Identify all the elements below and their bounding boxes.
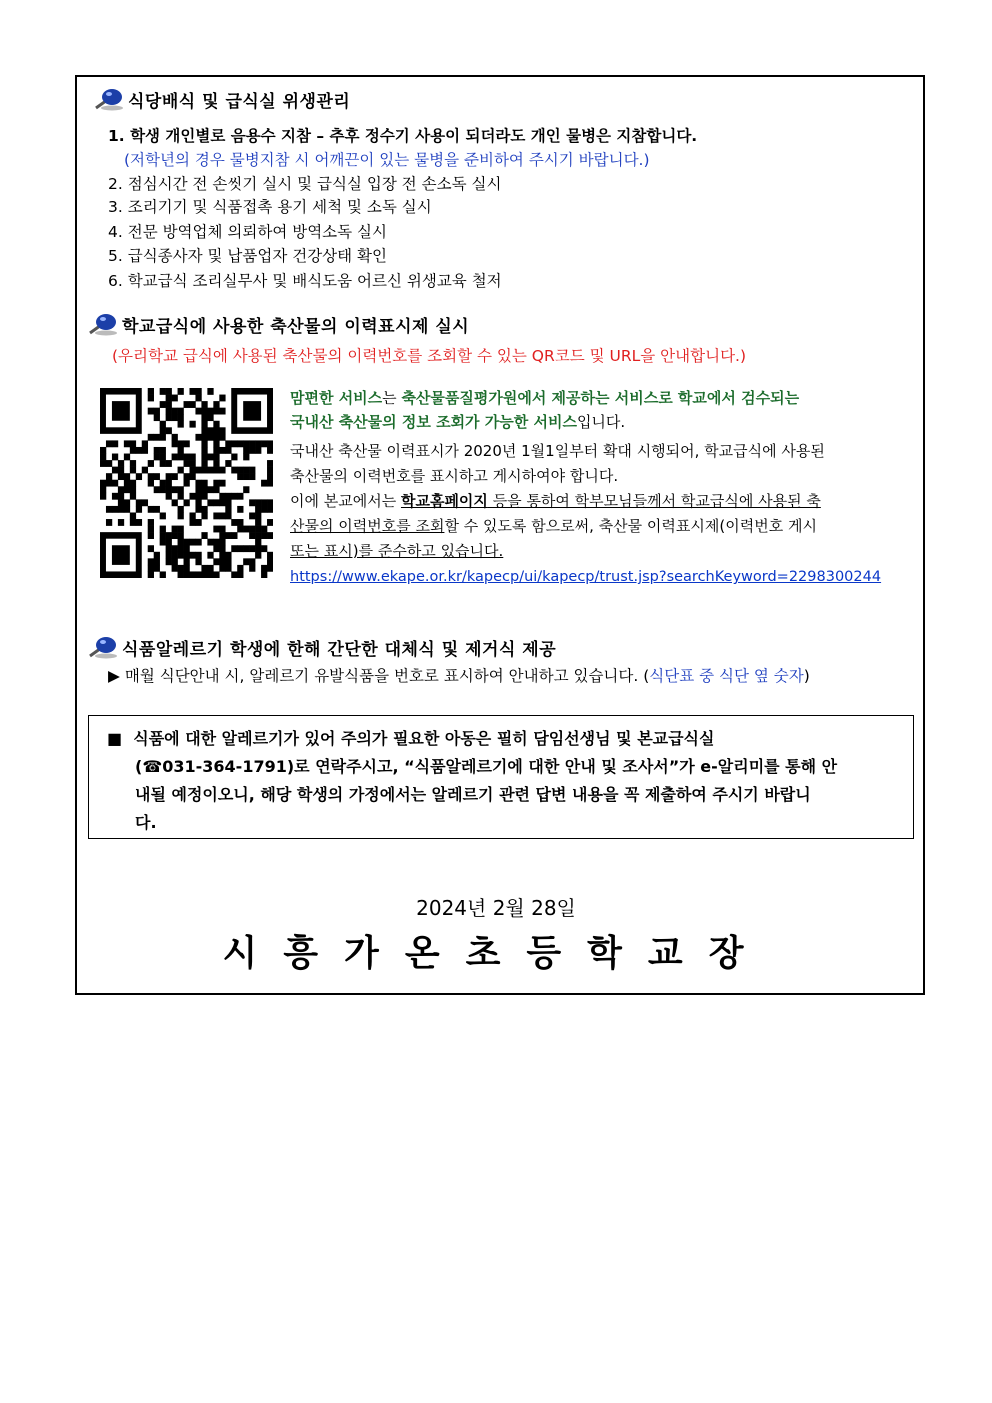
qr-code-icon[interactable] — [100, 388, 273, 578]
item-3: 3. 조리기기 및 식품접촉 용기 세척 및 소독 실시 — [108, 198, 432, 216]
trace-url-link[interactable]: https://www.ekape.or.kr/kapecp/ui/kapecp/trust.jsp?searchKeyword=2298300244 — [290, 569, 882, 585]
notice-box — [88, 715, 914, 839]
section-title-text: 식품알레르기 학생에 한해 간단한 대체식 및 제거식 제공 — [122, 639, 557, 660]
section-title-hygiene — [92, 86, 350, 112]
desc-p1-line1: 맘편한 서비스는 축산물품질평가원에서 제공하는 서비스로 학교에서 검수되는 — [290, 389, 800, 407]
item-1-note: (저학년의 경우 물병지참 시 어깨끈이 있는 물병을 준비하여 주시기 바랍니다.) — [124, 151, 650, 169]
item-1: 1. 학생 개인별로 음용수 지참 – 추후 정수기 사용이 되더라도 개인 물병은 지참합니다. — [108, 127, 698, 145]
notice-line-2: (☎031-364-1791)로 연락주시고, “식품알레르기에 대한 안내 및 조사서”가 e-알리미를 통해 안 — [135, 757, 838, 776]
section-title-text: 식당배식 및 급식실 위생관리 — [128, 91, 351, 112]
pin-icon — [86, 311, 120, 337]
notice-line-4: 다. — [135, 813, 157, 832]
desc-p1-line2: 국내산 축산물의 정보 조회가 가능한 서비스입니다. — [290, 413, 626, 431]
item-2: 2. 점심시간 전 손씻기 실시 및 급식실 입장 전 손소독 실시 — [108, 175, 502, 193]
section-title-traceability — [86, 311, 469, 337]
principal-signature: 시흥가온초등학교장 — [222, 933, 770, 974]
desc-p3-line2: 산물의 이력번호를 조회할 수 있도록 함으로써, 축산물 이력표시제(이력번호 게시 — [290, 517, 817, 535]
section2-subtitle: (우리학교 급식에 사용된 축산물의 이력번호를 조회할 수 있는 QR코드 및 URL을 안내합니다.) — [112, 347, 747, 365]
desc-p2-line1: 국내산 축산물 이력표시가 2020년 1월1일부터 확대 시행되어, 학교급식에 사용된 — [290, 442, 825, 460]
allergy-line: ▶ 매월 식단안내 시, 알레르기 유발식품을 번호로 표시하여 안내하고 있습니다. (식단표 중 식단 옆 숫자) — [108, 667, 810, 685]
section-title-allergy — [86, 634, 556, 660]
notice-line-1: ■ 식품에 대한 알레르기가 있어 주의가 필요한 아동은 필히 담임선생님 및 본교급식실 — [107, 729, 715, 748]
desc-p3-line3: 또는 표시)를 준수하고 있습니다. — [290, 542, 504, 560]
section-title-text: 학교급식에 사용한 축산물의 이력표시제 실시 — [122, 316, 470, 337]
bullet-arrow-icon: ▶ — [108, 667, 120, 685]
pin-icon — [86, 634, 120, 660]
pin-icon — [92, 86, 126, 112]
item-5: 5. 급식종사자 및 납품업자 건강상태 확인 — [108, 247, 387, 265]
desc-p3-line1: 이에 본교에서는 학교홈페이지 등을 통하여 학부모님들께서 학교급식에 사용된 축 — [290, 492, 821, 510]
item-6: 6. 학교급식 조리실무사 및 배식도움 어르신 위생교육 철저 — [108, 272, 502, 290]
square-bullet-icon: ■ — [107, 729, 123, 748]
item-4: 4. 전문 방역업체 의뢰하여 방역소독 실시 — [108, 223, 387, 241]
notice-line-3: 내될 예정이오니, 해당 학생의 가정에서는 알레르기 관련 답변 내용을 꼭 제출하여 주시기 바랍니 — [135, 785, 811, 804]
document-date: 2024년 2월 28일 — [416, 896, 576, 920]
desc-p2-line2: 축산물의 이력번호를 표시하고 게시하여야 합니다. — [290, 467, 619, 485]
